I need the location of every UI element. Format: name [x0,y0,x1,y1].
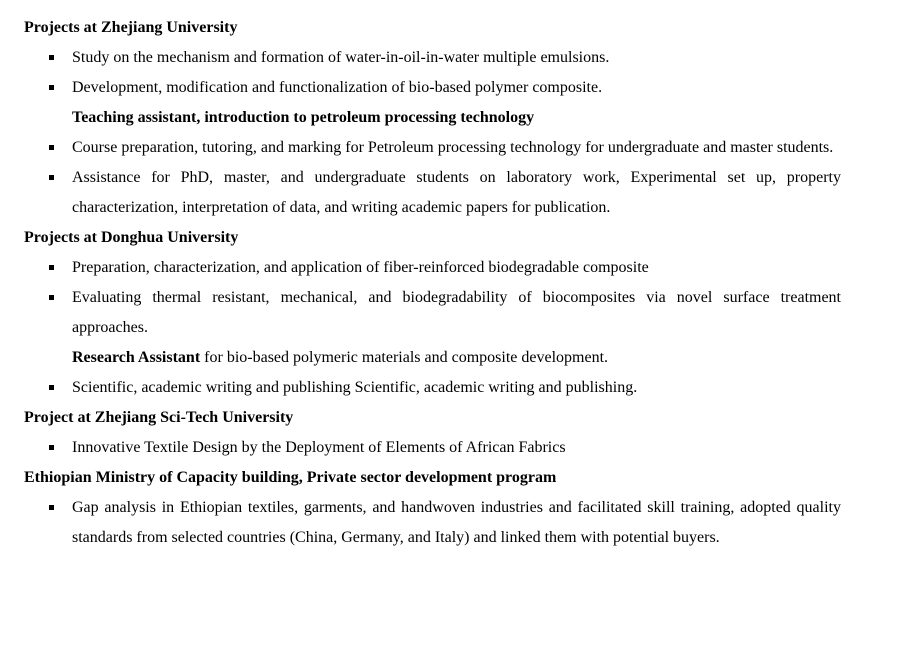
list-item-text: Development, modification and functionalization of bio-based polymer composite. [72,79,603,96]
bullet-square-icon [49,445,54,450]
list-item-text: Evaluating thermal resistant, mechanical, and biodegradability of biocomposites via novel surface treatment approaches. [72,289,841,336]
role-title-bold: Research Assistant [72,349,201,366]
section-heading: Projects at Zhejiang University [24,19,238,36]
role-description: for bio-based polymeric materials and composite development. [200,349,609,366]
list-item [24,283,841,343]
list-item-text: Innovative Textile Design by the Deployment of Elements of African Fabrics [72,439,566,456]
section-heading: Project at Zhejiang Sci-Tech University [24,409,294,426]
section-heading: Ethiopian Ministry of Capacity building, Private sector development program [24,469,557,486]
list-item-text: Course preparation, tutoring, and marking for Petroleum processing technology for undergraduate and master students. [72,139,834,156]
section-zhejiang-sci-tech [24,403,841,463]
section-ethiopian-ministry [24,463,841,553]
bullet-square-icon [49,175,54,180]
role-line-text [72,343,841,373]
list-item-text: Assistance for PhD, master, and undergraduate students on laboratory work, Experimental set up, property characterization, interpretation of data, and writing academic papers for publication. [72,169,841,216]
list-item-text: Scientific, academic writing and publishing Scientific, academic writing and publishing. [72,379,638,396]
list-item-text: Gap analysis in Ethiopian textiles, garments, and handwoven industries and facilitated skill training, adopted quality standards from selected countries (China, Germany, and Italy) and linked them with potential buyers. [72,499,841,546]
bullet-square-icon [49,265,54,270]
list-item [24,73,841,103]
bullet-square-icon [49,505,54,510]
bullet-square-icon [49,295,54,300]
section-zhejiang-university [24,13,841,223]
list-item-text: Preparation, characterization, and application of fiber-reinforced biodegradable composite [72,259,649,276]
list-item-text: Study on the mechanism and formation of water-in-oil-in-water multiple emulsions. [72,49,610,66]
bullet-square-icon [49,85,54,90]
bullet-square-icon [49,385,54,390]
list-item [24,133,841,163]
role-subheading [24,103,841,133]
role-subheading-text: Teaching assistant, introduction to petroleum processing technology [72,109,535,126]
list-item [24,373,841,403]
list-item [24,433,841,463]
bullet-square-icon [49,145,54,150]
section-heading: Projects at Donghua University [24,229,239,246]
list-item [24,493,841,553]
list-item [24,253,841,283]
bullet-square-icon [49,55,54,60]
section-donghua-university [24,223,841,403]
list-item [24,43,841,73]
list-item [24,163,841,223]
role-line [24,343,841,373]
